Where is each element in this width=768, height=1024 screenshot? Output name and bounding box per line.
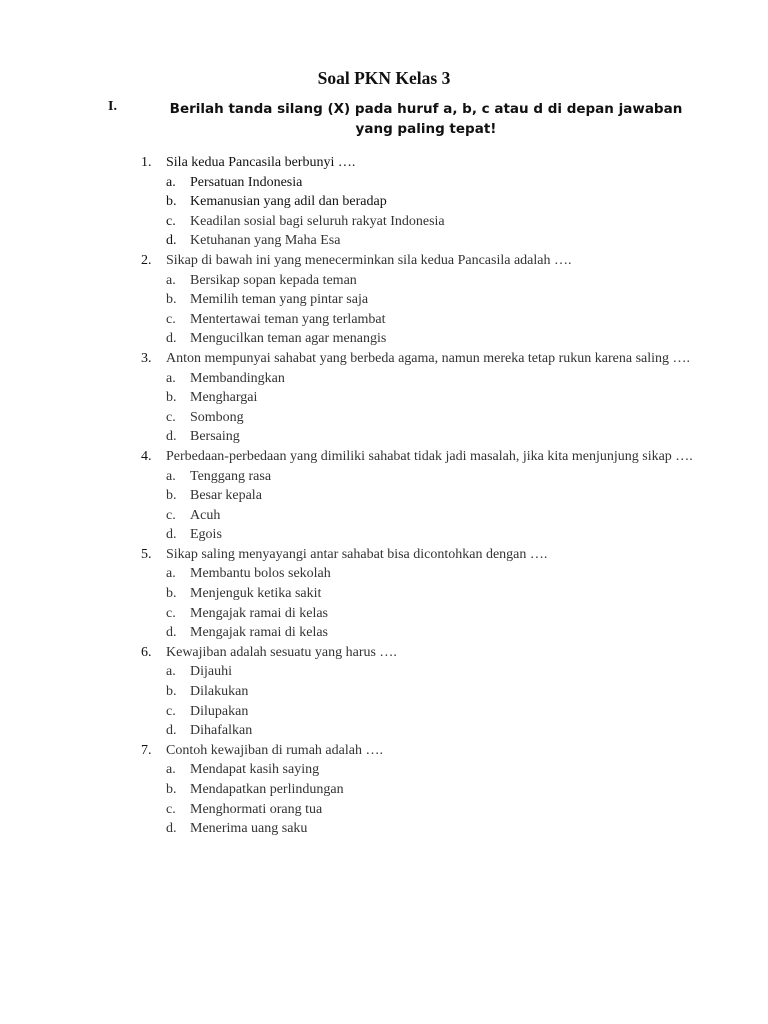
option-a — [166, 369, 694, 389]
option-letter: c. — [166, 801, 176, 817]
option-letter: d. — [166, 723, 177, 739]
option-text: Persatuan Indonesia — [190, 174, 303, 190]
question-number: 1. — [141, 155, 152, 170]
question-number: 6. — [141, 644, 152, 660]
option-letter: a. — [166, 272, 176, 288]
option-text: Membantu bolos sekolah — [190, 566, 331, 582]
option-letter: c. — [166, 213, 176, 229]
option-text: Mengajak ramai di kelas — [190, 625, 329, 641]
document-title: Soal PKN Kelas 3 — [317, 68, 451, 88]
option-d — [166, 525, 694, 545]
option-letter: a. — [166, 468, 176, 484]
question-3 — [141, 349, 694, 447]
option-letter: b. — [166, 782, 177, 797]
question-7 — [141, 741, 694, 839]
question-number: 4. — [141, 448, 152, 464]
option-b — [166, 780, 694, 800]
option-text: Menghargai — [190, 390, 258, 406]
question-5 — [141, 545, 694, 643]
option-text: Bersikap sopan kepada teman — [190, 272, 357, 288]
option-letter: c. — [166, 703, 176, 719]
question-text: Perbedaan-perbedaan yang dimiliki sahabat tidak jadi masalah, jika kita menjunjung sikap …. — [166, 448, 693, 464]
option-d — [166, 819, 694, 839]
option-text: Menerima uang saku — [190, 821, 308, 837]
question-number: 5. — [141, 546, 152, 562]
option-b — [166, 682, 694, 702]
question-1 — [141, 153, 694, 251]
option-list — [166, 467, 694, 545]
option-text: Ketuhanan yang Maha Esa — [190, 233, 341, 249]
option-c — [166, 310, 694, 330]
option-letter: a. — [166, 566, 176, 582]
option-letter: d. — [166, 625, 177, 641]
option-letter: d. — [166, 527, 177, 543]
question-text: Anton mempunyai sahabat yang berbeda agama, namun mereka tetap rukun karena saling …. — [166, 350, 691, 366]
option-text: Besar kepala — [190, 488, 262, 504]
option-a — [166, 760, 694, 780]
option-b — [166, 486, 694, 506]
question-number: 7. — [141, 742, 152, 758]
option-d — [166, 231, 694, 251]
option-letter: b. — [166, 194, 177, 210]
option-b — [166, 584, 694, 604]
option-b — [166, 290, 694, 310]
question-text: Kewajiban adalah sesuatu yang harus …. — [166, 644, 397, 660]
option-c — [166, 212, 694, 232]
option-text: Membandingkan — [190, 370, 285, 386]
option-d — [166, 623, 694, 643]
option-b — [166, 192, 694, 212]
option-c — [166, 408, 694, 428]
section-number: I. — [108, 99, 117, 114]
option-letter: c. — [166, 311, 176, 327]
option-letter: a. — [166, 174, 176, 190]
option-letter: b. — [166, 390, 177, 406]
option-c — [166, 702, 694, 722]
option-text: Dilupakan — [190, 703, 249, 719]
option-letter: a. — [166, 664, 176, 680]
question-number: 3. — [141, 350, 152, 366]
option-letter: c. — [166, 507, 176, 523]
option-text: Dihafalkan — [190, 723, 253, 739]
option-list — [166, 173, 694, 251]
option-text: Egois — [190, 527, 222, 543]
option-list — [166, 662, 694, 740]
option-text: Mendapatkan perlindungan — [190, 782, 344, 797]
option-letter: a. — [166, 762, 176, 778]
option-letter: d. — [166, 233, 177, 249]
option-b — [166, 388, 694, 408]
option-a — [166, 173, 694, 193]
option-text: Tenggang rasa — [190, 468, 272, 484]
option-letter: c. — [166, 409, 176, 425]
option-letter: b. — [166, 292, 177, 308]
option-letter: c. — [166, 605, 176, 621]
question-4 — [141, 447, 694, 545]
option-d — [166, 427, 694, 447]
option-a — [166, 467, 694, 487]
option-c — [166, 506, 694, 526]
option-c — [166, 604, 694, 624]
option-list — [166, 760, 694, 838]
option-text: Dijauhi — [190, 664, 232, 680]
option-list — [166, 564, 694, 642]
option-text: Memilih teman yang pintar saja — [190, 292, 369, 308]
option-text: Dilakukan — [190, 684, 249, 700]
option-text: Sombong — [190, 409, 244, 425]
option-text: Mendapat kasih saying — [190, 762, 320, 778]
option-text: Keadilan sosial bagi seluruh rakyat Indonesia — [190, 213, 445, 229]
option-letter: d. — [166, 821, 177, 837]
option-text: Mentertawai teman yang terlambat — [190, 311, 386, 327]
option-letter: b. — [166, 684, 177, 700]
question-text: Contoh kewajiban di rumah adalah …. — [166, 742, 383, 758]
option-d — [166, 721, 694, 741]
question-text: Sikap di bawah ini yang menecerminkan sila kedua Pancasila adalah …. — [166, 252, 572, 268]
option-text: Kemanusian yang adil dan beradap — [190, 194, 387, 210]
option-a — [166, 662, 694, 682]
option-list — [166, 271, 694, 349]
option-c — [166, 800, 694, 820]
question-text: Sikap saling menyayangi antar sahabat bisa dicontohkan dengan …. — [166, 546, 548, 562]
option-a — [166, 271, 694, 291]
option-a — [166, 564, 694, 584]
option-text: Bersaing — [190, 429, 240, 445]
option-text: Menjenguk ketika sakit — [190, 586, 322, 602]
option-text: Acuh — [190, 507, 221, 523]
option-letter: b. — [166, 586, 177, 602]
option-letter: b. — [166, 488, 177, 504]
question-list — [141, 153, 694, 839]
question-text: Sila kedua Pancasila berbunyi …. — [166, 155, 356, 170]
option-text: Menghormati orang tua — [190, 801, 323, 817]
question-6 — [141, 643, 694, 741]
option-letter: d. — [166, 331, 177, 347]
question-number: 2. — [141, 252, 152, 268]
option-text: Mengucilkan teman agar menangis — [190, 331, 387, 347]
option-letter: d. — [166, 429, 177, 445]
option-text: Mengajak ramai di kelas — [190, 605, 329, 621]
option-letter: a. — [166, 370, 176, 386]
section-instruction: Berilah tanda silang (X) pada huruf a, b, c atau d di depan jawaban yang paling tepat! — [169, 101, 683, 137]
option-d — [166, 329, 694, 349]
option-list — [166, 369, 694, 447]
question-2 — [141, 251, 694, 349]
